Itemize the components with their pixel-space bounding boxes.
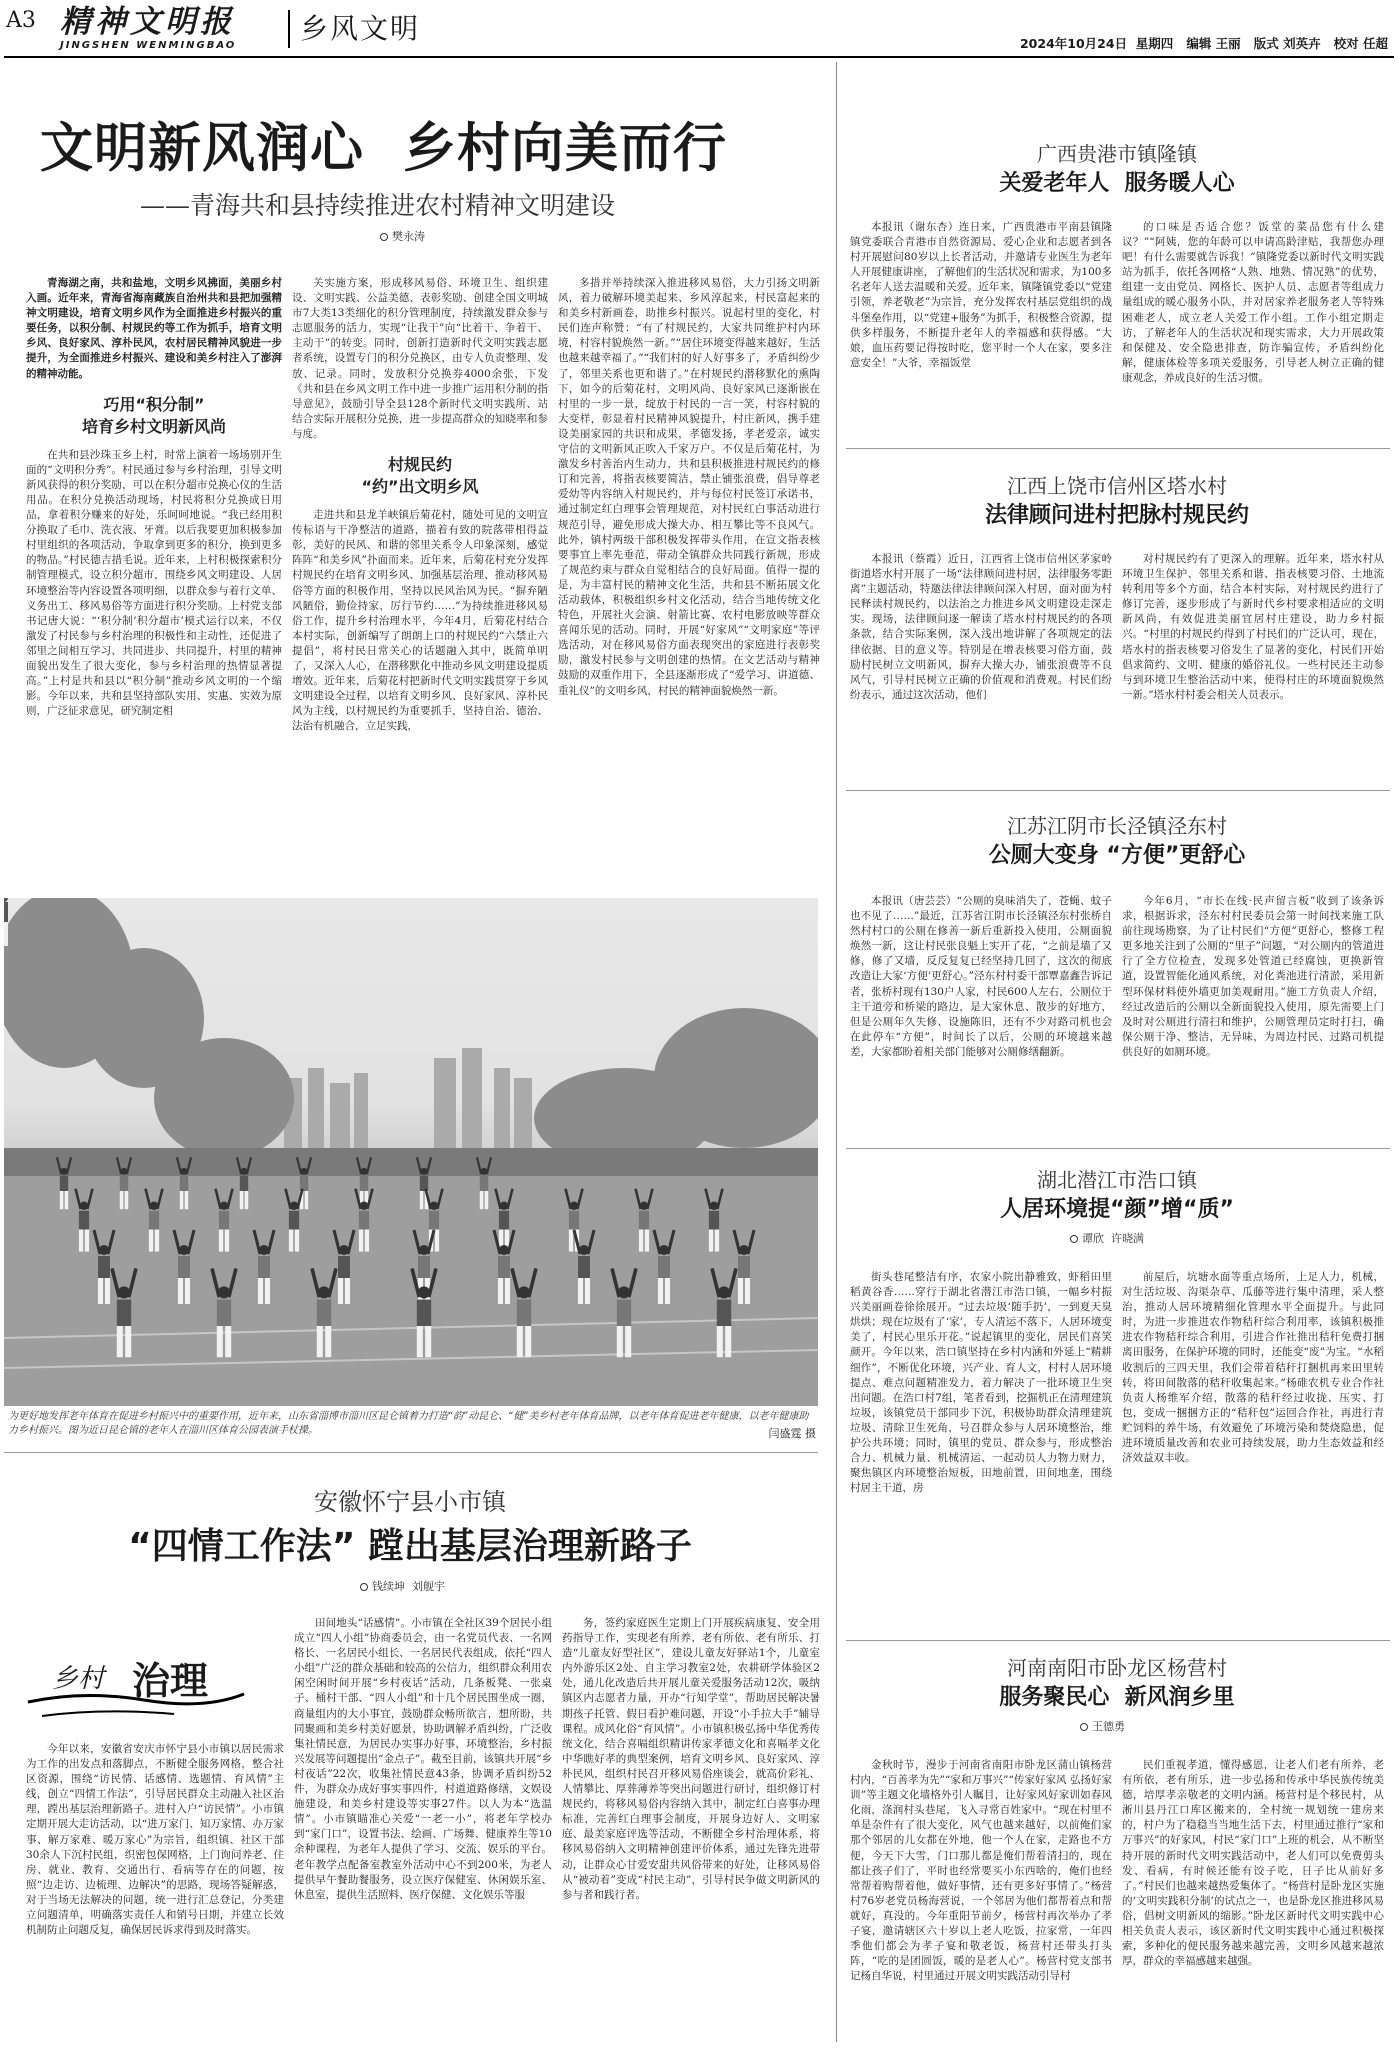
photo-figure (636, 1189, 653, 1252)
lead-subhead-1-line2: 培育乡村文明新风尚 (81, 416, 226, 436)
section-name: 乡风文明 (300, 12, 421, 45)
lead-column-2 (292, 276, 548, 848)
lead-byline (380, 228, 425, 244)
anhui-column-3 (562, 1616, 820, 2040)
newspaper-logo-en: JINGSHEN WENMINGBAO (60, 40, 237, 51)
jiangsu-column-1 (850, 894, 1112, 1158)
lead-title: 文明新风润心 乡村向美而行 (40, 118, 727, 179)
masthead-divider (288, 10, 290, 48)
guangxi-location: 广西贵港市镇隆镇 (1037, 142, 1197, 166)
anhui-title: “四情工作法” 蹚出基层治理新路子 (128, 1526, 692, 1567)
henan-title: 服务聚民心 新风润乡里 (999, 1685, 1235, 1710)
lead-byline-text: 樊永涛 (392, 230, 425, 243)
news-photo (4, 898, 818, 1406)
henan-col1: 金秋时节，漫步于河南省南阳市卧龙区蒲山镇杨营村内，“百善孝为先”“家和万事兴”“传家好家风 弘扬好家训”等主题文化墙格外引人瞩目，让好家风好家训如春风化雨，涤润村头巷尾，飞入寻常百姓家中。“现在村里不单是杂件有了很大变化，风气也越来越好，以前俺们家那个邻居的儿女都在外地，他一个人在家，走路也不方便，今天下大雪，门口那儿都是俺们帮着清扫的，现在都让孩子们了，平时也经常要买小东西啥的，俺们也经常帮着购帮着他，做好事情，还有更多好事情了。”杨营村76岁老党员杨海营说，一个邻居为他们都帮着点和帮就好，真没的。今年重阳节前夕，杨营村再次举办了孝子宴，邀请辖区六十岁以上老人吃饭，拉家常，一年四季他们都会为孝子宴和敬老饭，杨营村还带头打头阵，“吃的是团圆饭，暖的是老人心”。杨营村党支部书记杨自华说，村里通过开展文明实践活动引导村 (850, 1759, 1112, 1983)
photo-figure (566, 1189, 583, 1252)
right-column-divider (836, 62, 837, 2042)
guangxi-title: 关爱老年人 服务暖人心 (999, 171, 1235, 196)
photo-figure (356, 1189, 373, 1252)
photo-figure (237, 1157, 251, 1209)
photo-figure (174, 1230, 194, 1304)
jiangsu-column-2 (1122, 894, 1384, 1158)
dateline: 2024年10月24日 星期四 编辑 王丽 版式 刘英卉 校对 任超 (1019, 36, 1388, 51)
photo-figure (254, 1230, 274, 1304)
jiangxi-column-2 (1122, 552, 1384, 780)
lead-column-1 (26, 276, 282, 848)
lead-col1-body: 在共和县沙珠玉乡上村，时常上演着一场场别开生面的“文明积分秀”。村民通过参与乡村治理，引导文明新风获得的积分奖励，可以在积分超市兑换心仪的生活用品。在积分兑换活动现场，村民将积分兑换成日用品，拿着积分赚来的好处，乐呵呵地说。“我已经用积分换取了毛巾、洗衣液、牙膏。以后我要更加积极参加村里组织的各项活动，争取拿到更多的积分，换到更多的物品。”村民德吉措毛说。近年来，上村积极探索积分制管理模式，设立积分超市，围绕乡风文明建设、人居环境整治等内容设置各项明细，以群众参与着行文单、义务出工、移风易俗等方面进行积分奖励。上村党支部书记唐大说：“‘积分制’积分超市’模式运行以来，不仅激发了村民参与乡村治理的积极性和主动性，还促进了邻里之间相互学习、共同进步、共同提升，村里的精神面貌出发生了很大变化，参与乡村治理的热情显著提高。”上村是共和县以“积分制”推动乡风文明的一个缩影。今年以来，共和县坚持部队实用、实惠、实效为原则，广泛征求意见，研究制定相 (26, 448, 282, 718)
hubei-byline-text: 谭欣 许晓满 (1082, 1232, 1144, 1245)
hubei-column-1 (850, 1270, 1112, 1624)
guangxi-rule (846, 448, 1390, 449)
photo-figure (216, 1189, 233, 1252)
jiangxi-location: 江西上饶市信州区塔水村 (1007, 474, 1227, 498)
photo-crowd-figures (4, 898, 818, 1406)
jiangsu-title: 公厕大变身 “方便”更舒心 (988, 843, 1246, 868)
hubei-col2: 前屋后，坑塘水面等重点场所，上足人力，机械，对生活垃圾、沟渠杂草、瓜藤等进行集中清理，采人整治，推动人居环境精细化管理水平全面提升。与此同时，为进一步推进农作物秸秆综合利用率，该镇积极推进农作物秸秆综合利用，引进合作社推出秸秆免费打捆离田服务，在保护环境的同时，还能变“废”为宝。“水稻收割后的三四天里，我们会带着秸秆打捆机再来田里转转，将田间散落的秸秆收集起来。”杨碓农机专业合作社负责人杨维军介绍，散落的秸秆经过收拢、压实、打包，变成一捆捆方正的“秸秆包”运回合作社，再进行青贮饲料的养牛场，有效避免了环境污染和焚烧隐患，促进环境质量改善和农业可持续发展，助力生态效益和经济效益双丰收。 (1122, 1271, 1384, 1465)
photo-figure (57, 1157, 71, 1209)
photo-figure (334, 1230, 354, 1304)
jiangsu-col1: 本报讯（唐芸芸）“公厕的臭味消失了，苍蝇、蚊子也不见了……”最近，江苏省江阴市长泾镇泾东村张桥自然村村口的公厕在修善一新后重新投入使用，公厕面貌焕然一新，这让村民张良魁上实开了花，“之前是墙了又修，修了又墙，反反复复已经坚持几回了，这次的彻底改造让大家‘方便’更舒心。”泾东村村委干部覃嘉鑫告诉记者，张桥村现有130户人家，村民600人左右，公厕位于主干道旁和桥梁的路边，是大家休息、散步的好地方，但是公厕年久失修、设施陈旧，还有不少对路司机也会在此停车“方便”，时间长了以后，公厕的环境越来越差，大家都盼着相关部门能够对公厕修缮翻新。 (850, 895, 1112, 1058)
hubei-column-2 (1122, 1270, 1384, 1624)
lead-col3-body: 多措并举持续深入推进移风易俗，大力引扬文明新风，着力破解环境美起来、乡风淳起来，村民富起来的和美乡村新画卷，助推乡村振兴。说起村里的变化，村民们连声称赞：“有了村规民约，大家共同维护村内环境，村容村貌焕然一新。”“居住环境变得越来越好，生活也越来越幸福了。”“我们村的好人好事多了，矛盾纠纷少了，邻里关系也更和谐了。”在村规民约潜移默化的熏陶下，如今的后菊花村，文明风尚、良好家风已逐渐嵌在村里的一步一景，绽放于村民的一言一笑，村容村貌的大变样，彰显着村民精神风貌提升，村庄新风，携手建设美丽家园的共识和成果，孝德发扬，孝老爱亲，诚实守信的文明新风正吹入千家万户。不仅是后菊花村，为激发乡村善治内生动力，共和县积极推进村规民约的修订和完善，将指表核要简洁，禁止铺张浪费，倡导尊老爱幼等内容纳入村规民约，并与每位村民签订承诺书，通过制定红白理事会管理规范，对村民红白事活动进行规范引导，避免形成大操大办、相互攀比等不良风气。此外，镇村两级干部积极发挥带头作用，在宣文指表核要事宜上率先垂范，带动全镇群众共同践行新规，形成了规范约束与群众自觉相结合的良好局面。值得一提的是，为丰富村民的精神文化生活，共和县不断拓展文化活动载体，积极组织乡村文化活动，结合当地传统文化特色，开展社火会演、射箭比赛、农村电影放映等群众喜闻乐见的活动。同时，开展“好家风”“文明家庭”等评选活动，对在移风易俗方面表现突出的家庭进行表彰奖励，激发村民参与文明创建的热情。在文艺活动与精神鼓励的双重作用下，全县逐渐形成了“爱学习、讲道德、重礼仪”的文明乡风，村民的精神面貌焕然一新。 (558, 277, 820, 697)
badge-big-text: 治理 (132, 1658, 209, 1703)
jiangxi-rule (846, 790, 1390, 791)
henan-col2: 民们重视孝道，懂得感恩，让老人们老有所养，老有所依，老有所乐，进一步弘扬和传承中华民族传统美德，培厚孝亲敬老的文明内涵。杨营村是个移民村，从淅川县丹江口库区搬来的，全村统一规划统一建房来的，村户为了稳稳当当地生活下去，村里通过推行“家和万事兴”的好家风，村民“家门口”上班的机会，从不断坚持开展的新时代文明实践活动中，老人们可以免费剪头发、看病，有时候还能有饺子吃，日子比从前好多了。”村民们也越来越热爱集体了。“杨营村是卧龙区实施的‘文明实践积分制’的试点之一，也是卧龙区推进移风易俗，倡树文明新风的缩影。”卧龙区新时代文明实践中心相关负责人表示，该区新时代文明实践中心通过积极探索，多种化的便民服务越来越完善，文明乡风越来越浓厚，群众的幸福感越来越强。 (1122, 1759, 1384, 1968)
lead-subhead-1-line1: 巧用“积分制” (103, 394, 205, 414)
anhui-byline (360, 1578, 445, 1594)
photo-figure (312, 1268, 336, 1357)
hubei-rule (846, 1640, 1390, 1641)
anhui-col1-body: 今年以来，安徽省安庆市怀宁县小市镇以居民需求为工作的出发点和落脚点，不断健全服务网格，整合社区资源，围绕“访民情、话感情、选题情、育风情”主线，创立“四情工作法”，引导居民群众主动融入社区治理，蹚出基层治理新路子。进村入户“访民情”。小市镇定期开展大走访活动，以“进万家门、知万家情、办万家事、解万家难、暖万家心”为宗旨，组织镇、社区干部30余人下沉村民组，织密包保网格，上门询问养老、住房、就业、教育、交通出行、看病等存在的问题，按照“边走访、边梳理、边解决”的思路，现场答疑解惑，对于当场无法解决的问题，统一进行汇总登记，分类建立问题清单，明确落实责任人和销号日期，并建立长效机制防止问题反复，确保居民诉求得到及时落实。 (26, 1743, 284, 1937)
anhui-col2-body: 田间地头“话感情”。小市镇在全社区39个居民小组成立“四人小组”协商委员会，由一名党员代表、一名网格长、一名居民小组长、一名居民代表组成，依托“四人小组”广泛的群众基础和较高的公信力，组织群众利用农闲空闲时间开展“乡村夜话”活动，几条板凳、一张桌子、桶村干部、“四人小组”和十几个居民围坐成一圈，商量组内的大小事宜，鼓励群众畅所欲言，想所盼，共同聚画和美乡村美好愿景，协助调解矛盾纠纷，广泛收集社情民意，为居民办实事办好事，环境整治，乡村振兴发展等问题提出“金点子”。截至目前，该镇共开展“乡村夜话”22次，收集社情民意43条，协调矛盾纠纷52件，为群众办成好事实事四件，村道道路修缮，文娱设施建设，和美乡村建设等实事27件。以人为本“选温情”。小市镇瞄准心关爱“一老一小”，将老年学校办到“家门口”，设置书法、绘画、广场舞、健康养生等10余种课程，为老年人提供了学习、交流、娱乐的平台。老年教学点配备室教室外活动中心不到200米，为老人提供早午餐助餐服务，设立医疗保健室、休闲娱乐室、休息室，提供生活照料、医疗保健、文化娱乐等服 (294, 1617, 552, 1901)
anhui-top-rule (4, 1452, 818, 1453)
photo-figure (712, 1268, 736, 1357)
photo-figure (494, 1230, 514, 1304)
photo-credit: 闫盛霆 摄 (768, 1427, 816, 1440)
lead-col2-body: 关实施方案，形成移风易俗、环境卫生、组织建设、文明实践、公益美德、表彰奖励、创建全国文明城市7大类13类细化的积分管理制度，持续激发群众参与志愿服务的活力，实现“让我干”向“比着干、争着干、主动干”的转变。同时，创新打造新时代文明实践志愿者系统，设置专门的积分兑换区，由专人负责整理、发放、记录。同时，发放积分兑换券4000余张，下发《共和县在乡风文明工作中进一步推广运用积分制的指导意见》，鼓励引导全县128个新时代文明实践所、站结合实际开展积分兑换，进一步提高群众的知晓率和参与度。 (292, 277, 548, 440)
guangxi-col2: 的口味是否适合您？饭堂的菜品您有什么建议？”“阿姨，您的年龄可以申请高龄津贴，我帮您办理吧！有什么需要就告诉我！”镇隆党委以新时代文明实践站为抓手，依托各网格“人熟、地熟、情况熟”的优势，组建一支由党员、网格长、医护人员、志愿者等组成力量组成的暖心服务小队，并对居家养老服务老人等特殊困难老人，成立老人关爱工作小组。工作小组定期走访，了解老年人的生活状况和现实需求，大力开展政策和保健及、安全隐患排查，防诈骗宣传，矛盾纠纷化解，健康体检等多项关爱服务，引导老人树立正确的健康观念，养成良好的生活习惯。 (1122, 221, 1384, 384)
photo-figure (286, 1189, 303, 1252)
newspaper-logo-text: 精神文明报 (60, 4, 235, 40)
hubei-title: 人居环境提“颜”增“质” (1000, 1197, 1234, 1222)
lead-intro: 青海湖之南，共和盐地，文明乡风拂面，美丽乡村入画。近年来，青海省海南藏族自治州共和县把加强精神文明建设，培育文明乡风作为全面推进乡村振兴的重要任务，以积分制、村规民约等工作为抓手，培育文明乡风、良好家风、淳朴民风，农村居民精神风貌进一步提升，为全面推进乡村振兴、建设和美乡村注入了澎湃的精神动能。 (26, 277, 282, 380)
lead-subtitle: ——青海共和县持续推进农村精神文明建设 (140, 191, 616, 220)
page-number: A3 (6, 8, 36, 33)
photo-figure (112, 1268, 136, 1357)
section-badge (24, 1650, 252, 1730)
byline-dot-icon (360, 1583, 368, 1591)
photo-figure (654, 1230, 674, 1304)
lead-col2-body2: 走进共和县龙羊峡镇后菊花村，随处可见的文明宣传标语与干净整洁的道路，描着有致的院落带相得益彰，美好的民风、和谐的邻里关系令人印象深刻，感觉阵阵“和美乡风”扑面而来。近年来，后菊花村充分发挥村规民约在培育文明乡风、加强基层治理、推动移风易俗等方面的积极作用，坚持以民风治风为民。“摒弃陋风陋俗，勤俭持家，厉行节约……”为持续推进移风易俗工作，提升乡村治理水平，今年4月，后菊花村结合本村实际，创新编写了朗朗上口的村规民约“六禁止六提倡”，将村民日常关心的话题融入其中，既简单明了，又深入人心，在潜移默化中推动乡风文明建设提质增效。近年来，后菊花村把新时代文明实践贯穿于乡风文明建设全过程，以培育文明乡风、良好家风、淳朴民风为主线，以村规民约为重要抓手，坚持自治、德治、法治有机融合，立足实践， (292, 509, 548, 733)
photo-people (4, 898, 818, 1406)
photo-caption (8, 1410, 816, 1438)
jiangxi-col2: 对村规民约有了更深入的理解。近年来，塔水村从环境卫生保护、邻里关系和谐、指表核要习俗、土地流转利用等多个方面，结合本村实际，对村规民约进行了修订完善，逐步形成了与新时代乡村要求相适应的文明新风尚，有效促进美丽宜居村庄建设，助力乡村振兴。“村里的村规民约得到了村民们的广泛认可，现在，塔水村的指表核要习俗发生了显著的变化，村民们开始倡求简约、文明、健康的婚俗礼仪。一些村民还主动参与到环境卫生整治活动中来，使得村庄的环境面貌焕然一新。”塔水村村委会相关人员表示。 (1122, 553, 1384, 701)
photo-figure (412, 1268, 436, 1357)
jiangxi-col1: 本报讯（蔡霞）近日，江西省上饶市信州区茅家岭街道塔水村开展了一场“法律顾问进村居，法律服务零距离”主题活动，特邀法律法律顾问深入村居，面对面为村民释读村规民约，以法治之力推进乡风文明建设走深走实。现场，法律顾问逐一解读了塔水村村规民约的各项条款，结合实际案例，深入浅出地讲解了各项规定的法律依据、目的意义等。特别是在增表核要习俗方面，鼓励村民树立文明新风，摒弃大操大办，铺张浪费等不良风气，引导村民树立正确的价值观和消费观。村民们纷纷表示，通过这次活动，他们 (850, 553, 1112, 701)
henan-column-2 (1122, 1758, 1384, 2040)
photo-figure (177, 1157, 191, 1209)
photo-figure (477, 1157, 491, 1209)
henan-byline (1080, 1718, 1125, 1734)
anhui-location: 安徽怀宁县小市镇 (314, 1488, 506, 1516)
hubei-byline (1070, 1230, 1144, 1246)
jiangsu-rule (846, 1148, 1390, 1149)
guangxi-col1: 本报讯（谢东杏）连日来，广西贵港市平南县镇隆镇党委联合青港市自然资源局、爱心企业和志愿者到各村开展慰问80岁以上长者活动，并邀请专业医生为老年人开展健康讲座，了解他们的生活状况和需求，为100多名老年人送去温暖和关爱。近年来，镇隆镇党委以“党建引领，养老敬老”为宗旨，充分发挥农村基层党组织的战斗堡垒作用，以“党建+服务”为抓手，积极整合资源，提供多样服务，不断提升老年人的幸福感和获得感。“大娘，血压药要记得按时吃，您平时一个人在家，要多注意安全！”大爷，幸福饭堂 (850, 221, 1112, 369)
guangxi-column-2 (1122, 220, 1384, 436)
photo-figure (734, 1230, 754, 1304)
badge-small-text: 乡村 (52, 1664, 105, 1694)
lead-subhead-2-line2: “约”出文明乡风 (361, 477, 479, 497)
jiangsu-location: 江苏江阴市长泾镇泾东村 (1007, 814, 1227, 838)
byline-dot-icon (380, 233, 388, 241)
photo-figure (612, 1268, 636, 1357)
lead-subhead-2 (292, 454, 548, 498)
anhui-column-1 (26, 1742, 284, 2040)
masthead-rule (4, 56, 1394, 58)
anhui-column-2 (294, 1616, 552, 2040)
byline-dot-icon (1080, 1723, 1088, 1731)
photo-figure (574, 1230, 594, 1304)
photo-figure (212, 1268, 236, 1357)
newspaper-logo (60, 4, 280, 52)
photo-figure (512, 1268, 536, 1357)
lead-subhead-2-line1: 村规民约 (387, 455, 452, 475)
henan-byline-text: 王德勇 (1092, 1720, 1125, 1733)
hubei-location: 湖北潜江市浩口镇 (1037, 1168, 1197, 1192)
lead-column-3 (558, 276, 820, 848)
henan-location: 河南南阳市卧龙区杨营村 (1007, 1656, 1227, 1680)
lead-subhead-1 (26, 394, 282, 438)
photo-figure (76, 1189, 93, 1252)
anhui-byline-text: 钱续坤 刘舰宇 (372, 1580, 445, 1593)
guangxi-column-1 (850, 220, 1112, 436)
photo-figure (706, 1189, 723, 1252)
henan-column-1 (850, 1758, 1112, 2040)
hubei-col1: 街头巷尾整洁有序，农家小院出静雅致，虾稻田里稻黄谷香……穿行于湖北省潜江市浩口镇，一幅乡村振兴美丽画卷徐徐展开。“过去垃圾‘随手扔’，一到夏天臭烘烘；现在垃圾有了‘家’，专人清运不落下，人居环境变美了，村民心里乐开花。”说起镇里的变化，居民们喜笑颜开。今年以来，浩口镇坚持在乡村内涵和外延上“精耕细作”，不断优化环境，兴产业、育人文，村村人居环境提点、难点问题精准发力，着力解决了一批环境卫生突出问题。在浩口村7组，笔者看到，挖掘机正在清理建筑垃圾，该镇党员干部同步下沉，积极协助群众清理建筑垃圾、清除卫生死角，号召群众参与人居环境整治，维护公共环境；同时，镇里的党员、群众参与，形成整治合力、机械力量、机械清运、一起动员人力物力财力，聚焦镇区内环境整治短板，田地前置，田间地垄，围绕村居主干道，房 (850, 1271, 1112, 1495)
photo-figure (146, 1189, 163, 1252)
jiangsu-col2: 今年6月，“市长在线·民声留言板”收到了该条诉求，根据诉求，泾东村村民委员会第一时间找来施工队前往现场勘察，为了让村民们“方便”更舒心，整修工程更多地关注到了公厕的“里子”问题，“对公厕内的管道进行了全方位检查，发现多处管道已经腐蚀，更换新管道，设置智能化通风系统，对化粪池进行清淤，采用新型环保材料使外墙更加美观耐用。”施工方负责人介绍，经过改造后的公厕以全新面貌投入使用，原先需要上门及时对公厕进行清扫和维护，公厕管理员定时打扫，确保公厕干净、整洁，无异味，为周边村民、过路司机提供良好的如厕环境。 (1122, 895, 1384, 1058)
anhui-col3-body: 务，签约家庭医生定期上门开展疾病康复、安全用药指导工作，实现老有所养、老有所依、老有所乐、打造“儿童友好型社区”，建设儿童友好驿站1个，儿童室内外游乐区2处、自主学习教室2处，农耕研学体验区2处，通儿化改造后共开展儿童关爱服务活动12次，吸纳镇区内志愿者力量，开办“行知学堂”，帮助居民解决暑期孩子托管、假日看护难问题，开设“小手拉大手”辅导课程。成风化俗“育风情”。小市镇积极弘扬中华优秀传统文化，结合喜嗝组织精讲传家孝德文化和喜嗝孝文化中华瞧好孝的典型案例，培育文明乡风、良好家风、淳朴民风，组织村民召开移风易俗座谈会，就高价彩礼、人情攀比、厚葬薄养等突出问题进行研讨，组织修订村规民约，将移风易俗内容纳入其中，制定红白喜事办理标准，完善红白理事会制度，开展身边好人、文明家庭、最美家庭评选等活动，不断健全乡村治理体系，将移风易俗纳入文明精神创建评价体系，通过先锋先进带动，让群众心甘爱安甜共风俗带来的好处，让移风易俗从“被动着”变成“村民主动”，引导村民争做文明新风的参与者和践行者。 (562, 1617, 820, 1901)
photo-figure (94, 1230, 114, 1304)
photo-figure (426, 1189, 443, 1252)
byline-dot-icon (1070, 1235, 1078, 1243)
jiangxi-title: 法律顾问进村把脉村规民约 (984, 503, 1249, 528)
photo-figure (117, 1157, 131, 1209)
photo-caption-text: 为更好地发挥老年体育在促进乡村振兴中的重要作用，近年来，山东省淄博市淄川区昆仑镇着力打造“韵”动昆仑、“健”美乡村老年体育品牌，以老年体育促进老年健康，以老年健康助力乡村振兴。图为近日昆仑镇的老年人在淄川区体育公园表演手杖操。 (8, 1411, 809, 1436)
jiangxi-column-1 (850, 552, 1112, 780)
